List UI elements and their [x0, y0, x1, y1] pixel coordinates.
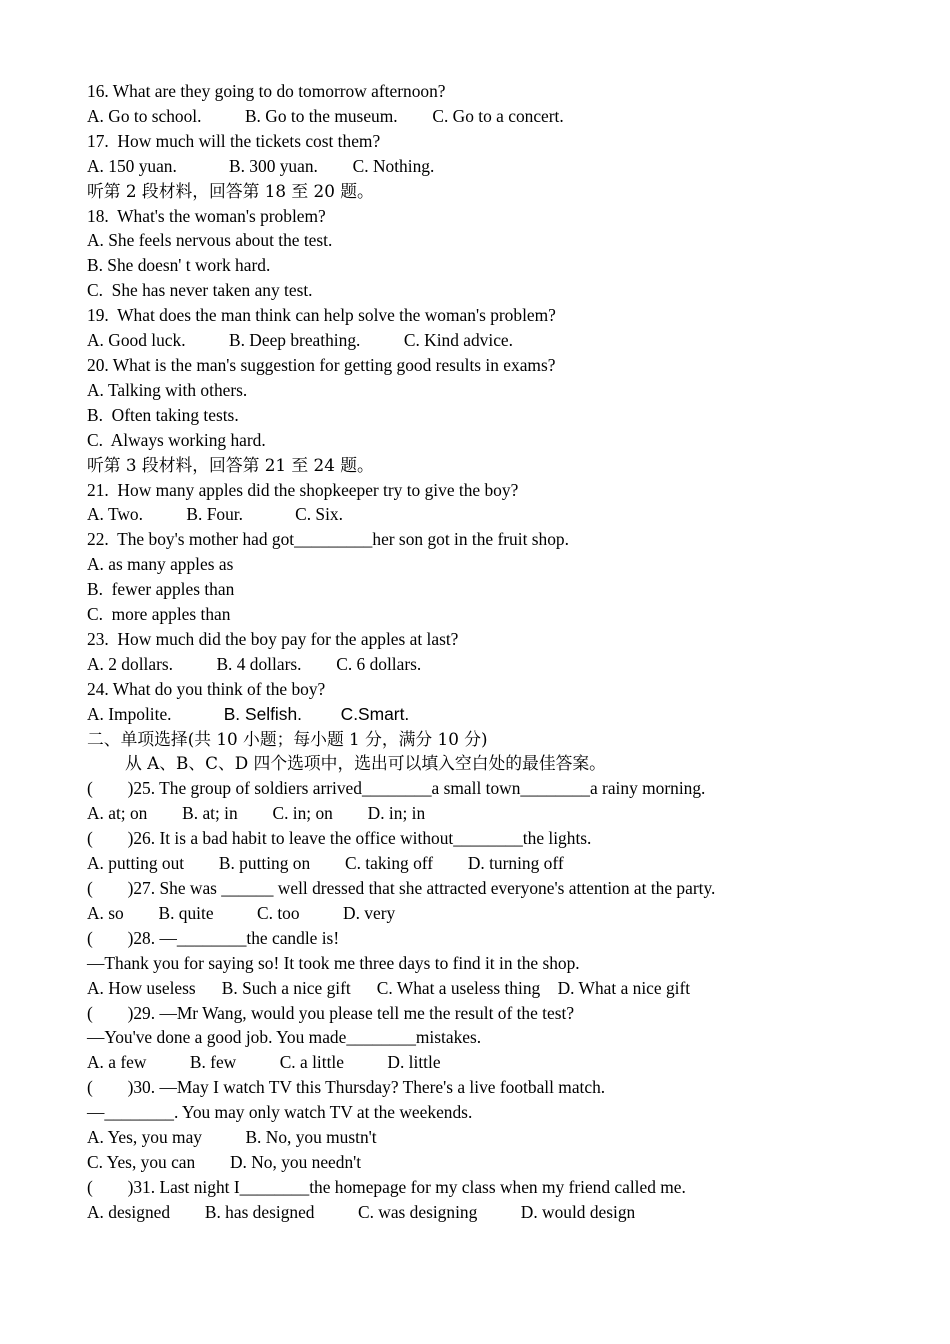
text-line: [87, 1075, 907, 1100]
line-text: A. at; on B. at; in C. in; on D. in; in: [87, 803, 426, 824]
line-text: A. Good luck. B. Deep breathing. C. Kind advice.: [87, 330, 513, 351]
line-text: 16. What are they going to do tomorrow afternoon?: [87, 81, 446, 101]
text-line: [87, 826, 907, 851]
line-text: 听第 3 段材料，回答第 21 至 24 题。: [87, 454, 374, 475]
line-text: ( )30. —May I watch TV this Thursday? There's a live football match.: [87, 1077, 606, 1098]
line-text: 23. How much did the boy pay for the apples at last?: [87, 628, 459, 649]
line-text: 二、单项选择(共 10 小题；每小题 1 分，满分 10 分): [87, 728, 488, 749]
text-line: [87, 303, 907, 328]
line-text: 22. The boy's mother had got_________her son got in the fruit shop.: [87, 529, 569, 550]
text-line: [87, 228, 907, 253]
text-line: [87, 627, 907, 652]
text-line: [87, 1125, 907, 1150]
line-text: 17. How much will the tickets cost them?: [87, 130, 381, 151]
section-instruction: [87, 179, 907, 204]
exam-page: [87, 79, 907, 1225]
section-instruction: [87, 727, 907, 752]
line-text: C. Yes, you can D. No, you needn't: [87, 1151, 362, 1172]
text-line: [87, 602, 907, 627]
line-text: —You've done a good job. You made________mistakes.: [87, 1027, 482, 1048]
line-text: C. Always working hard.: [87, 429, 266, 450]
text-line: [87, 253, 907, 278]
text-line: [87, 378, 907, 403]
line-text: A. How useless B. Such a nice gift C. What a useless thing D. What a nice gift: [87, 977, 691, 998]
line-text: ( )29. —Mr Wang, would you please tell me the result of the test?: [87, 1002, 575, 1023]
text-line: [87, 1025, 907, 1050]
text-line: [87, 104, 907, 129]
text-line: [87, 652, 907, 677]
line-text: 19. What does the man think can help solve the woman's problem?: [87, 305, 556, 326]
line-text: A. putting out B. putting on C. taking off D. turning off: [87, 853, 564, 874]
line-text: 24. What do you think of the boy?: [87, 678, 326, 699]
line-text-tail: B. Selfish. C.Smart.: [223, 703, 410, 724]
text-line: [87, 1200, 907, 1225]
line-text: 从 A、B、C、D 四个选项中，选出可以填入空白处的最佳答案。: [125, 753, 606, 774]
text-line: [87, 976, 907, 1001]
text-line: [87, 204, 907, 229]
text-line: [87, 1050, 907, 1075]
text-line: [87, 129, 907, 154]
line-text: A. She feels nervous about the test.: [87, 230, 333, 251]
line-text: ( )28. —________the candle is!: [87, 927, 340, 948]
text-line: [87, 776, 907, 801]
text-line: [87, 951, 907, 976]
text-line: [87, 403, 907, 428]
line-text: 20. What is the man's suggestion for getting good results in exams?: [87, 354, 556, 375]
line-text: B. fewer apples than: [87, 579, 235, 600]
text-line: [87, 527, 907, 552]
line-text: 听第 2 段材料，回答第 18 至 20 题。: [87, 180, 374, 201]
text-line: [87, 926, 907, 951]
line-text: A. Yes, you may B. No, you mustn't: [87, 1127, 377, 1148]
line-text: A. as many apples as: [87, 554, 234, 575]
line-text: C. She has never taken any test.: [87, 280, 313, 301]
line-text: B. She doesn' t work hard.: [87, 255, 271, 276]
text-line: [87, 577, 907, 602]
line-text: ( )27. She was ______ well dressed that she attracted everyone's attention at the party.: [87, 878, 716, 898]
line-text: ( )26. It is a bad habit to leave the office without________the lights.: [87, 828, 592, 849]
text-line: [87, 353, 907, 378]
text-line: [87, 801, 907, 826]
line-text: A. Impolite.: [87, 703, 224, 724]
line-text: A. designed B. has designed C. was designing D. would design: [87, 1201, 636, 1222]
text-line: [87, 79, 907, 104]
line-text: ( )25. The group of soldiers arrived________a small town________a rainy morning.: [87, 778, 706, 799]
section-instruction: [87, 453, 907, 478]
text-line: [87, 851, 907, 876]
line-text: A. a few B. few C. a little D. little: [87, 1052, 441, 1073]
text-line: [87, 552, 907, 577]
line-text: B. Often taking tests.: [87, 404, 239, 425]
line-text: ( )31. Last night I________the homepage for my class when my friend called me.: [87, 1176, 686, 1197]
line-text: A. Two. B. Four. C. Six.: [87, 504, 343, 525]
section-instruction: [87, 751, 907, 776]
line-text: A. so B. quite C. too D. very: [87, 902, 396, 923]
line-text: A. 2 dollars. B. 4 dollars. C. 6 dollars.: [87, 653, 422, 674]
line-text: A. Talking with others.: [87, 379, 248, 400]
line-text: 21. How many apples did the shopkeeper try to give the boy?: [87, 479, 519, 500]
text-line: [87, 502, 907, 527]
line-text: A. Go to school. B. Go to the museum. C. Go to a concert.: [87, 105, 564, 126]
text-line: [87, 901, 907, 926]
text-line: [87, 1100, 907, 1125]
text-line: [87, 428, 907, 453]
line-text: 18. What's the woman's problem?: [87, 205, 326, 226]
text-line: [87, 677, 907, 702]
text-line: [87, 876, 907, 901]
text-line: [87, 702, 907, 727]
text-line: [87, 478, 907, 503]
line-text: C. more apples than: [87, 604, 231, 625]
line-text: —Thank you for saying so! It took me three days to find it in the shop.: [87, 952, 580, 973]
text-line: [87, 154, 907, 179]
text-line: [87, 278, 907, 303]
text-line: [87, 1150, 907, 1175]
line-text: —________. You may only watch TV at the weekends.: [87, 1102, 473, 1123]
text-line: [87, 1175, 907, 1200]
line-text: A. 150 yuan. B. 300 yuan. C. Nothing.: [87, 155, 435, 176]
text-line: [87, 328, 907, 353]
text-line: [87, 1001, 907, 1026]
